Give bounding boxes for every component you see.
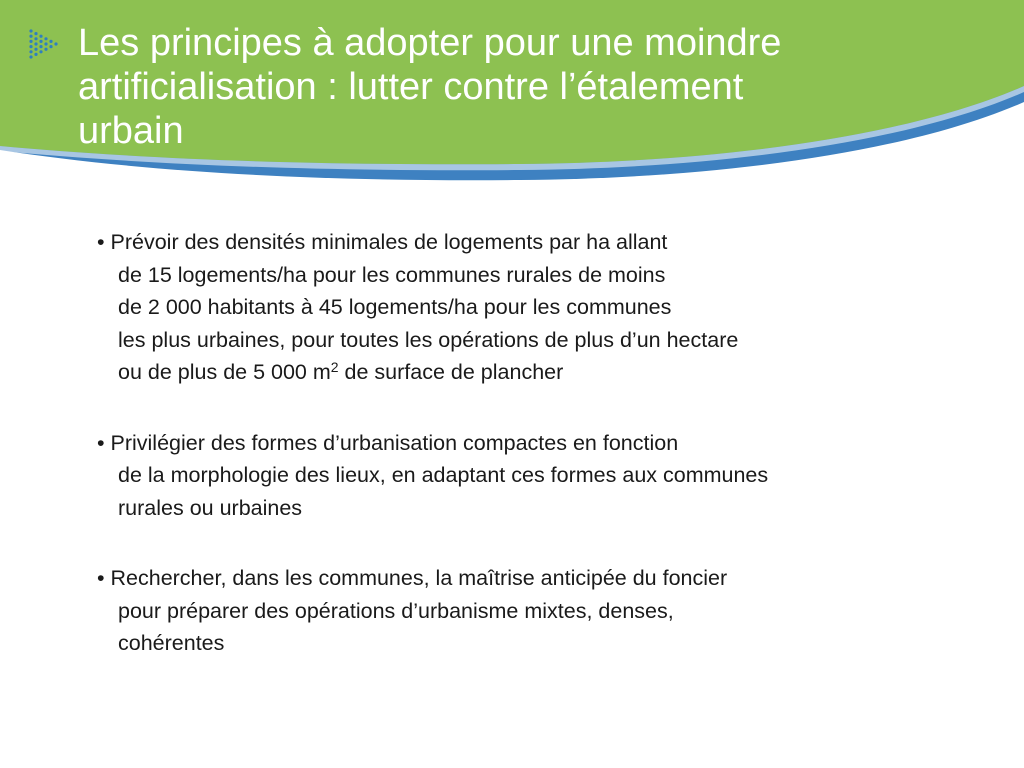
bullet-item-land-control bbox=[97, 562, 997, 660]
title-line: urbain bbox=[78, 110, 184, 152]
superscript-two: 2 bbox=[330, 359, 339, 375]
title-line: Les principes à adopter pour une moindre bbox=[78, 22, 782, 64]
bullet-text: ou de plus de 5 000 m bbox=[118, 360, 331, 384]
bullet-line: de la morphologie des lieux, en adaptant ces formes aux communes bbox=[118, 463, 769, 487]
bullet-line: les plus urbaines, pour toutes les opérations de plus d’un hectare bbox=[118, 327, 739, 352]
bullet-line: • Rechercher, dans les communes, la maîtrise anticipée du foncier bbox=[97, 566, 728, 590]
bullet-list bbox=[97, 226, 997, 698]
bullet-line: pour préparer des opérations d’urbanisme mixtes, denses, bbox=[118, 598, 674, 623]
bullet-line: • Privilégier des formes d’urbanisation compactes en fonction bbox=[97, 430, 679, 455]
bullet-line: de 15 logements/ha pour les communes rurales de moins bbox=[118, 262, 666, 287]
bullet-line: de 2 000 habitants à 45 logements/ha pour les communes bbox=[118, 295, 672, 319]
bullet-line: • Prévoir des densités minimales de logements par ha allant bbox=[97, 230, 668, 254]
bullet-line bbox=[97, 356, 997, 389]
title-line: artificialisation : lutter contre l’étalement bbox=[78, 66, 744, 108]
bullet-item-compact-forms bbox=[97, 427, 997, 525]
slide-title bbox=[78, 21, 998, 153]
bullet-line: cohérentes bbox=[118, 631, 225, 655]
bullet-text: de surface de plancher bbox=[338, 360, 564, 384]
bullet-item-densities bbox=[97, 226, 997, 389]
bullet-line: rurales ou urbaines bbox=[118, 495, 303, 520]
dot-triangle-icon bbox=[28, 28, 60, 60]
